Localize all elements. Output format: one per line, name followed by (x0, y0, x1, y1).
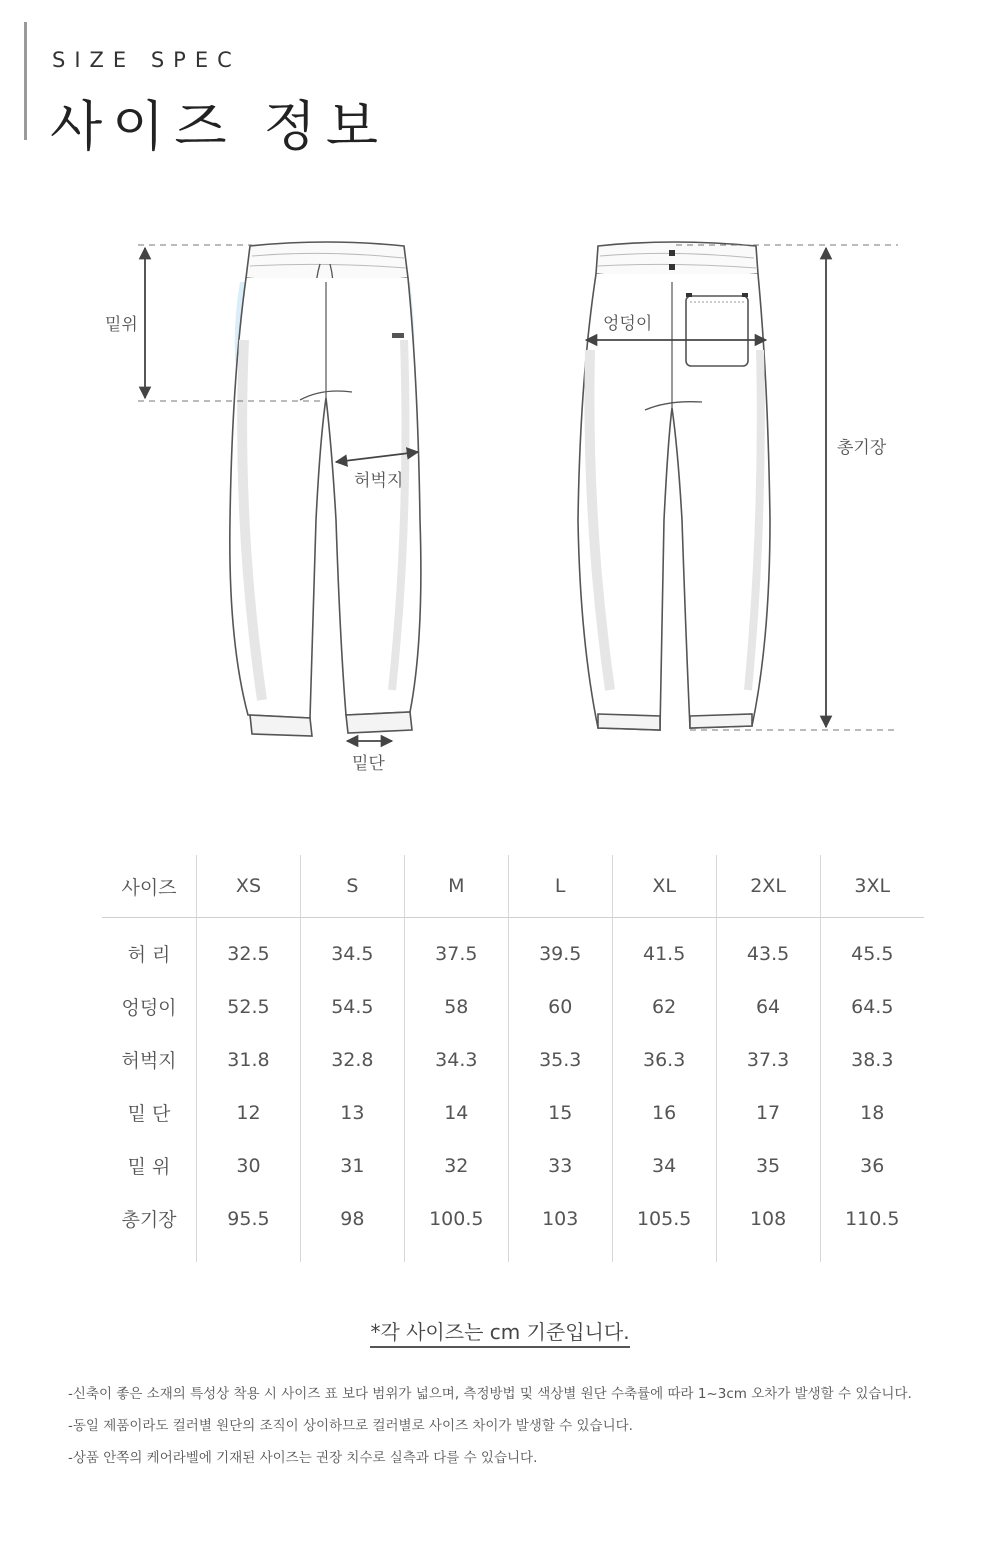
table-cell: 15 (508, 1086, 612, 1139)
table-corner-cell: 사이즈 (102, 855, 197, 918)
table-cell: 32.5 (197, 918, 301, 981)
table-cell: 36 (820, 1139, 924, 1192)
table-cell: 36.3 (612, 1033, 716, 1086)
thigh-label: 허벅지 (354, 471, 404, 491)
size-header-2xl: 2XL (716, 855, 820, 918)
table-cell: 43.5 (716, 918, 820, 981)
table-cell: 45.5 (820, 918, 924, 981)
table-cell: 54.5 (300, 980, 404, 1033)
table-cell: 58 (404, 980, 508, 1033)
table-cell: 60 (508, 980, 612, 1033)
table-cell: 95.5 (197, 1192, 301, 1262)
table-cell: 108 (716, 1192, 820, 1262)
table-cell: 64 (716, 980, 820, 1033)
hip-label: 엉덩이 (603, 314, 653, 334)
table-cell: 18 (820, 1086, 924, 1139)
row-label: 밑 위 (127, 1156, 171, 1178)
table-cell: 103 (508, 1192, 612, 1262)
table-cell: 32.8 (300, 1033, 404, 1086)
header-title-en: SIZE SPEC (52, 48, 241, 72)
table-cell: 16 (612, 1086, 716, 1139)
table-cell: 38.3 (820, 1033, 924, 1086)
table-cell: 110.5 (820, 1192, 924, 1262)
note-line: -신축이 좋은 소재의 특성상 착용 시 사이즈 표 보다 범위가 넓으며, 측정방법 및 색상별 원단 수축률에 따라 1~3cm 오차가 발생할 수 있습니다. (68, 1386, 912, 1402)
table-cell: 31 (300, 1139, 404, 1192)
measurement-basis-note (0, 1316, 1000, 1345)
disclaimer-notes (68, 1378, 912, 1474)
table-cell: 30 (197, 1139, 301, 1192)
note-line: -동일 제품이라도 컬러별 원단의 조직이 상이하므로 컬러별로 사이즈 차이가 발생할 수 있습니다. (68, 1418, 633, 1434)
table-cell: 33 (508, 1139, 612, 1192)
size-header-xs: XS (197, 855, 301, 918)
table-row-rise (102, 1139, 924, 1192)
table-cell: 64.5 (820, 980, 924, 1033)
size-header-3xl: 3XL (820, 855, 924, 918)
table-cell: 62 (612, 980, 716, 1033)
table-cell: 37.5 (404, 918, 508, 981)
size-header-s: S (300, 855, 404, 918)
row-label: 밑 단 (127, 1103, 171, 1125)
total-length-label: 총기장 (837, 438, 887, 458)
hem-label: 밑단 (352, 754, 385, 774)
size-spec-table (102, 855, 924, 1262)
table-cell: 31.8 (197, 1033, 301, 1086)
size-header-m: M (404, 855, 508, 918)
pants-measurement-diagram (0, 220, 1000, 790)
table-cell: 41.5 (612, 918, 716, 981)
note-line: -상품 안쪽의 케어라벨에 기재된 사이즈는 권장 치수로 실측과 다를 수 있습니다. (68, 1450, 538, 1466)
table-row-hip (102, 980, 924, 1033)
table-cell: 14 (404, 1086, 508, 1139)
row-label: 허벅지 (121, 1050, 177, 1072)
table-cell: 34 (612, 1139, 716, 1192)
table-cell: 105.5 (612, 1192, 716, 1262)
header-accent-bar (24, 22, 27, 140)
table-cell: 34.3 (404, 1033, 508, 1086)
size-header-l: L (508, 855, 612, 918)
table-cell: 32 (404, 1139, 508, 1192)
table-row-total-length (102, 1192, 924, 1262)
table-cell: 12 (197, 1086, 301, 1139)
table-row-waist (102, 918, 924, 981)
row-label: 총기장 (121, 1209, 177, 1231)
rise-label: 밑위 (105, 315, 138, 335)
row-label: 허 리 (127, 944, 171, 966)
table-cell: 52.5 (197, 980, 301, 1033)
table-header-row (102, 855, 924, 918)
row-label: 엉덩이 (121, 997, 177, 1019)
table-cell: 98 (300, 1192, 404, 1262)
table-cell: 34.5 (300, 918, 404, 981)
table-cell: 35 (716, 1139, 820, 1192)
table-cell: 100.5 (404, 1192, 508, 1262)
table-row-thigh (102, 1033, 924, 1086)
table-cell: 35.3 (508, 1033, 612, 1086)
header-title-ko: 사이즈 정보 (50, 95, 388, 158)
table-cell: 39.5 (508, 918, 612, 981)
table-row-hem (102, 1086, 924, 1139)
table-cell: 13 (300, 1086, 404, 1139)
size-header-xl: XL (612, 855, 716, 918)
table-cell: 17 (716, 1086, 820, 1139)
table-cell: 37.3 (716, 1033, 820, 1086)
basis-text: *각 사이즈는 cm 기준입니다. (370, 1320, 629, 1348)
